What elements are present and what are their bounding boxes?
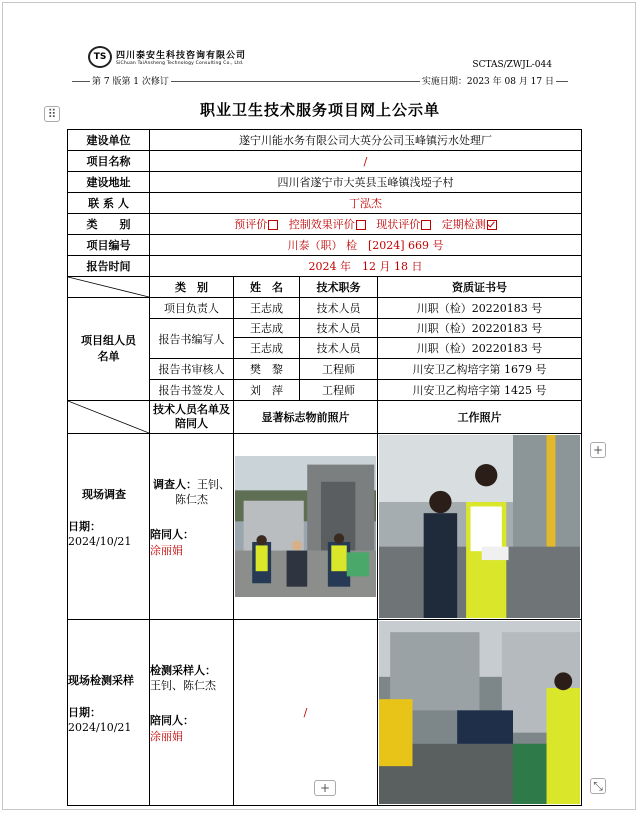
team-row-role: 报告书签发人 — [150, 380, 234, 401]
construction-unit-label: 建设单位 — [68, 130, 150, 151]
sampling-landmark-photo-empty[interactable]: / — [234, 620, 378, 806]
sampler-names[interactable]: 王钊、陈仁杰 — [150, 679, 216, 693]
contact-value[interactable]: 丁泓杰 — [150, 193, 582, 214]
photos-header-landmark: 显著标志物前照片 — [234, 401, 378, 434]
sampling-staff-cell — [150, 620, 234, 806]
category-option-pre[interactable]: 预评价 — [234, 218, 278, 231]
team-row-name[interactable]: 王志成 — [234, 319, 300, 338]
add-column-icon[interactable]: + — [590, 442, 606, 458]
company-name-cn: 四川泰安生科技咨询有限公司 — [116, 51, 247, 61]
team-row-role: 报告书审核人 — [150, 359, 234, 380]
sampling-section-cell — [68, 620, 150, 806]
project-no-value[interactable]: 川泰（职） 检 [2024] 669 号 — [150, 235, 582, 256]
sampler-label: 检测采样人： — [150, 664, 216, 678]
construction-unit-value[interactable]: 遂宁川能水务有限公司大英分公司玉峰镇污水处理厂 — [150, 130, 582, 151]
team-row-cert[interactable]: 川职（检）20220183 号 — [378, 338, 582, 359]
effective-date: 实施日期：2023 年 08 月 17 日 — [420, 74, 556, 87]
add-row-icon[interactable]: + — [314, 780, 336, 796]
report-date-label: 报告时间 — [68, 256, 150, 277]
team-row-title[interactable]: 技术人员 — [300, 338, 378, 359]
team-row-name[interactable]: 王志成 — [234, 298, 300, 319]
escort-label: 陪同人： — [150, 528, 194, 541]
team-group-label: 项目组人员名单 — [68, 298, 150, 401]
surveyor-label: 调查人： — [153, 478, 197, 491]
team-row-title[interactable]: 技术人员 — [300, 298, 378, 319]
survey-work-photo[interactable] — [378, 434, 582, 620]
checkbox-icon — [356, 220, 366, 230]
team-row-name[interactable]: 王志成 — [234, 338, 300, 359]
photos-diagonal-cell — [68, 401, 150, 434]
team-row-cert[interactable]: 川职（检）20220183 号 — [378, 319, 582, 338]
category-option-status[interactable]: 现状评价 — [376, 218, 431, 231]
photos-header-work: 工作照片 — [378, 401, 582, 434]
surveyor-names[interactable]: 王钊、陈仁杰 — [175, 478, 230, 506]
logo-mark-icon: TS — [88, 46, 112, 68]
escort-name[interactable]: 涂丽娟 — [150, 730, 183, 744]
checkbox-icon — [421, 220, 431, 230]
sampling-date: 2024/10/21 — [68, 721, 132, 735]
publicity-table — [67, 129, 582, 806]
table-resize-icon[interactable]: ⤡ — [590, 778, 606, 794]
sampling-section-title: 现场检测采样 — [68, 674, 134, 688]
team-diagonal-cell — [68, 277, 150, 298]
team-row-cert[interactable]: 川安卫乙构培字第 1425 号 — [378, 380, 582, 401]
survey-landmark-photo[interactable] — [234, 434, 378, 620]
revision-label: 第 7 版第 1 次修订 — [90, 74, 171, 87]
address-value[interactable]: 四川省遂宁市大英县玉峰镇浅埡子村 — [150, 172, 582, 193]
checked-checkbox-icon — [487, 220, 497, 230]
team-row-title[interactable]: 工程师 — [300, 359, 378, 380]
sampling-work-photo[interactable] — [378, 620, 582, 806]
team-row-title[interactable]: 技术人员 — [300, 319, 378, 338]
contact-label: 联 系 人 — [68, 193, 150, 214]
category-options — [150, 214, 582, 235]
category-label: 类 别 — [68, 214, 150, 235]
survey-section-cell — [68, 434, 150, 620]
project-name-value[interactable]: / — [150, 151, 582, 172]
address-label: 建设地址 — [68, 172, 150, 193]
team-row-cert[interactable]: 川职（检）20220183 号 — [378, 298, 582, 319]
escort-name[interactable]: 涂丽娟 — [150, 544, 183, 557]
team-row-name[interactable]: 樊 黎 — [234, 359, 300, 380]
survey-section-title: 现场调查 — [82, 488, 126, 501]
category-option-control[interactable]: 控制效果评价 — [289, 218, 366, 231]
revision-line — [72, 74, 568, 86]
team-row-name[interactable]: 刘 萍 — [234, 380, 300, 401]
survey-date-label: 日期： — [68, 520, 101, 533]
survey-date: 2024/10/21 — [68, 535, 132, 548]
survey-staff-cell — [150, 434, 234, 620]
team-header-name: 姓 名 — [234, 277, 300, 298]
team-row-role: 报告书编写人 — [150, 319, 234, 359]
escort-label: 陪同人： — [150, 714, 194, 728]
checkbox-icon — [268, 220, 278, 230]
project-name-label: 项目名称 — [68, 151, 150, 172]
page-title: 职业卫生技术服务项目网上公示单 — [199, 101, 440, 119]
photos-header-staff: 技术人员名单及陪同人 — [150, 401, 234, 434]
team-header-cert: 资质证书号 — [378, 277, 582, 298]
project-no-label: 项目编号 — [68, 235, 150, 256]
team-header-title: 技术职务 — [300, 277, 378, 298]
company-logo — [88, 46, 246, 68]
report-date-value[interactable]: 2024 年 12 月 18 日 — [150, 256, 582, 277]
team-row-title[interactable]: 工程师 — [300, 380, 378, 401]
team-row-role: 项目负责人 — [150, 298, 234, 319]
category-option-periodic[interactable]: 定期检测 — [442, 218, 497, 231]
sampling-date-label: 日期： — [68, 706, 101, 720]
team-row-cert[interactable]: 川安卫乙构培字第 1679 号 — [378, 359, 582, 380]
document-code: SCTAS/ZWJL-044 — [472, 60, 552, 70]
table-move-handle-icon[interactable]: ⠿ — [44, 106, 60, 122]
team-header-category: 类 别 — [150, 277, 234, 298]
company-name-en: SiChuan TaiAnsheng Technology Consulting Co., Ltd. — [116, 61, 244, 66]
